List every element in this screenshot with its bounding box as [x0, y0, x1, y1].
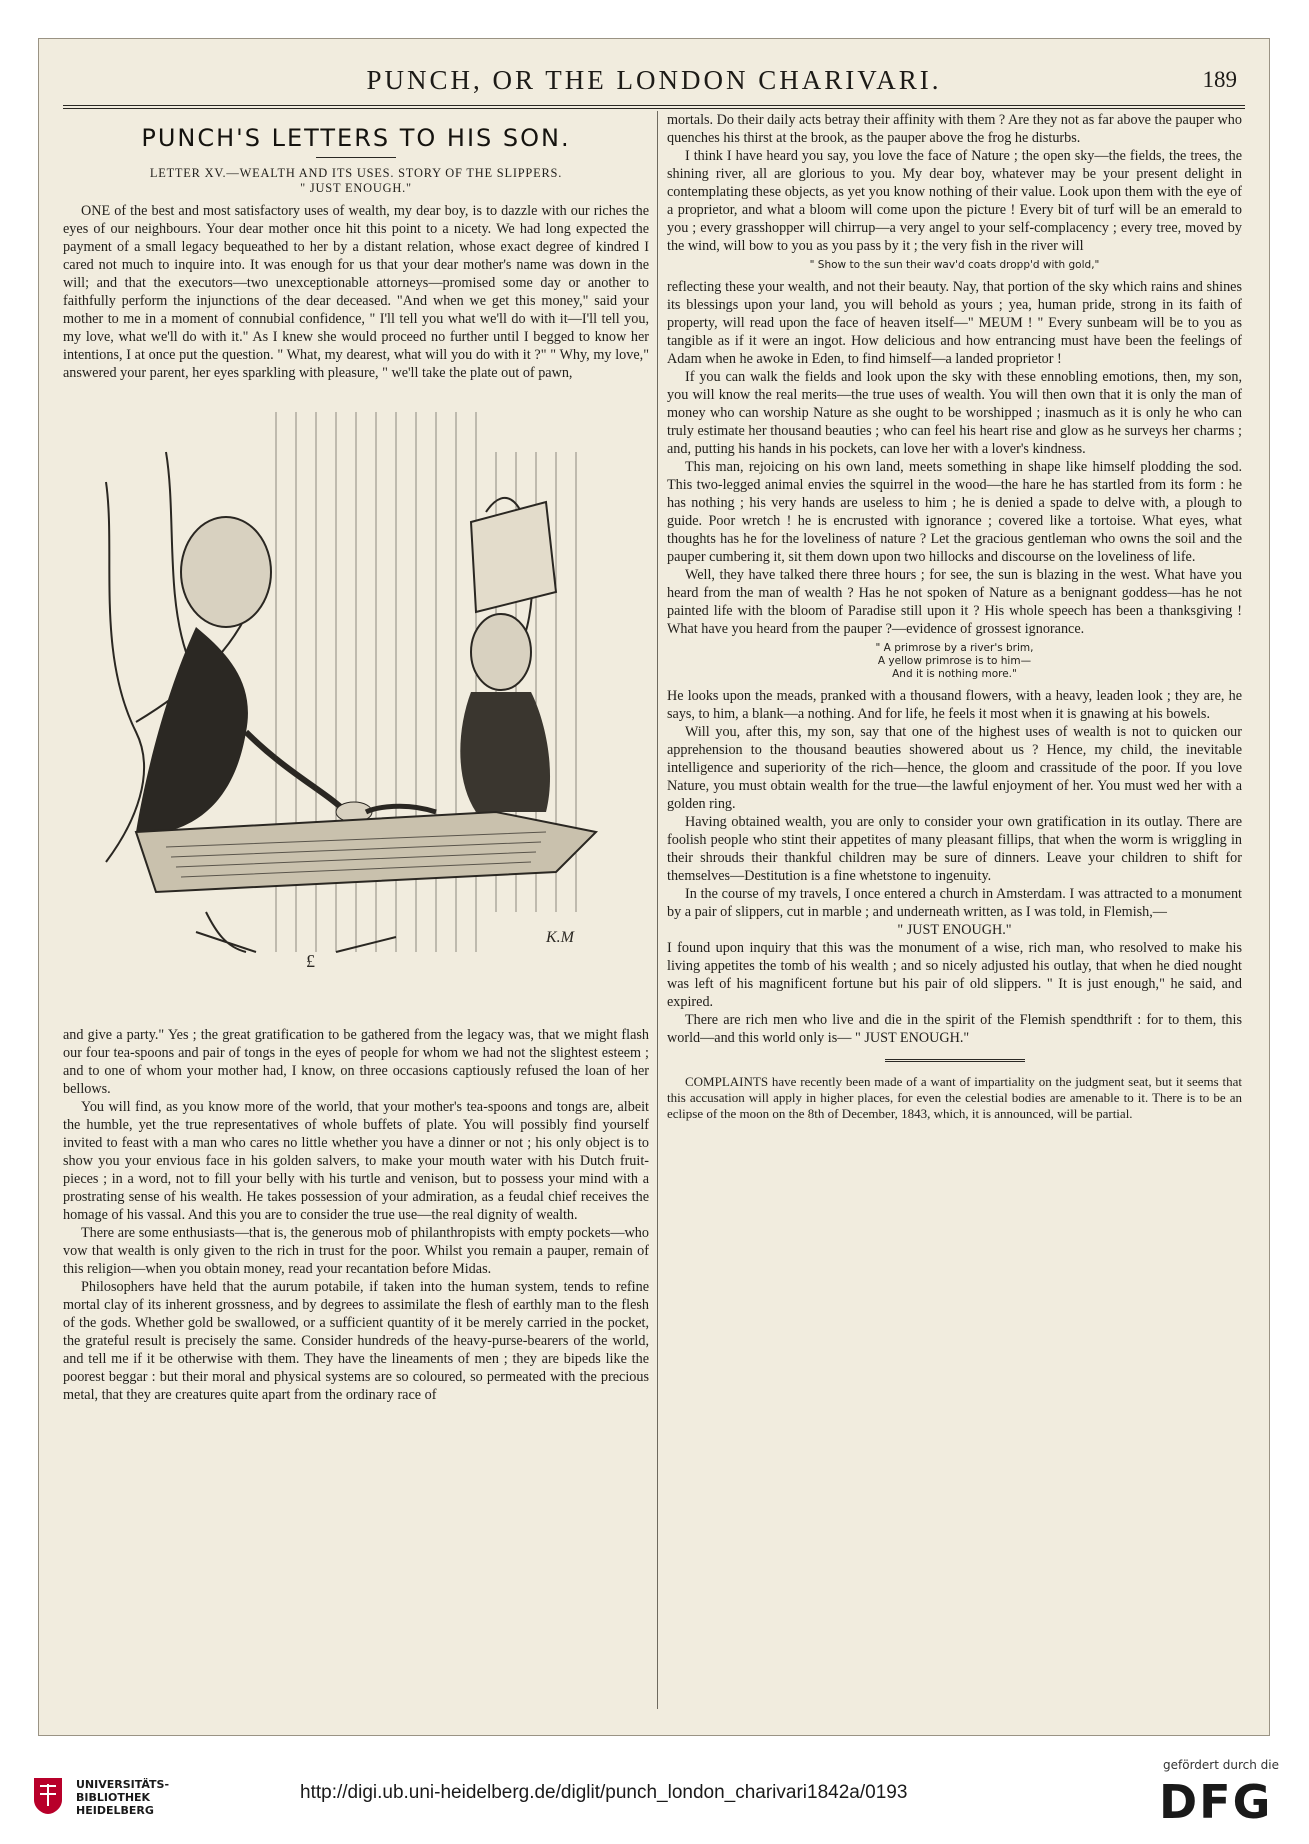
inscription: " JUST ENOUGH." — [897, 922, 1012, 938]
letter-subtitle — [63, 166, 649, 196]
paragraph: This man, rejoicing on his own land, meets something in shape like himself plodding the sod. This two-legged animal envies the squirrel in the wood—the hare he has startled from its form : he has nothing ; his very hands are useless to him ; he is denied a spade to delve with, a plough to guide. Poor wretch ! he is encrusted with ignorance ; covered like a tortoise. What eyes, what thoughts has he for the loveliness of nature ? Let the gracious gentleman who owns the soil and the pauper cumbering it, sit them down upon two hillocks and discourse on the loveliness of life. — [667, 459, 1242, 565]
paragraph: COMPLAINTS have recently been made of a want of impartiality on the judgment seat, but it seems that this accusation will apply in higher places, for even the celestial bodies are amenable to it. There is to be an eclipse of the moon on the 8th of December, 1843, which, it is announced, will be partial. — [667, 1074, 1242, 1121]
paragraph: Philosophers have held that the aurum potabile, if taken into the human system, tends to refine mortal clay of its inherent grossness, and by degrees to assimilate the flesh of earthly man to the flesh of the gods. Whether gold be swallowed, or a sufficient quantity of it be merely carried in the pocket, the grateful result is precisely the same. Consider hundreds of the heavy-purse-bearers of the world, and tell me if it be otherwise with them. They have the lineaments of men ; they are bipeds like the poorest beggar : but their moral and physical systems are so coloured, so permeated with the precious metal, that they are creatures quite apart from the ordinary race of — [63, 1279, 649, 1403]
institution-name: UNIVERSITÄTS- BIBLIOTHEK HEIDELBERG — [76, 1778, 170, 1817]
source-link[interactable]: http://digi.ub.uni-heidelberg.de/diglit/punch_london_charivari1842a/0193 — [300, 1782, 908, 1803]
header-rule-2 — [63, 108, 1245, 109]
verse-line: " A primrose by a river's brim, — [875, 642, 1034, 654]
paragraph: In the course of my travels, I once entered a church in Amsterdam. I was attracted to a monument by a pair of slippers, cut in marble ; and underneath written, as I was told, in Flemish,— — [667, 886, 1242, 920]
university-logo — [30, 1772, 180, 1824]
letter-subtitle-line-1: LETTER XV.—WEALTH AND ITS USES. STORY OF THE SLIPPERS. — [149, 166, 563, 180]
column-divider — [657, 111, 658, 1709]
paragraph: ONE of the best and most satisfactory uses of wealth, my dear boy, is to dazzle with our riches the eyes of our neighbours. Your dear mother once hit this point to a nicety. We had long expected the payment of a small legacy bequeathed to her by a distant relation, whose exact degree of kindred I cared not much to inquire into. It was enough for us that your dear mother's name was down in the will; and that the executors—two unexceptionable attorneys—promised some day or another to faithfully perform the injunctions of the dear deceased. "And when we get this money," said your mother to me in a moment of connubial confidence, " I'll tell you what we'll do with it—I'll tell you, my love, what we'll do with it." As I knew she would proceed no further until I begged to know her intentions, I at once put the question. " What, my dearest, what will you do with it ?" " Why, my love," answered your parent, her eyes sparkling with pleasure, " we'll take the plate out of pawn, — [63, 203, 649, 381]
verse-quote: " Show to the sun their wav'd coats dropp'd with gold," — [809, 259, 1100, 271]
left-column — [63, 111, 649, 1404]
paragraph: I found upon inquiry that this was the monument of a wise, rich man, who resolved to make his living appetites the tomb of his wealth ; and so nicely adjusted his outlay, that when he died nought was left of his magnificent fortune but his pair of old slippers. " It is just enough," he said, and expired. — [667, 940, 1242, 1010]
periodical-title: PUNCH, OR THE LONDON CHARIVARI. — [366, 65, 942, 95]
paragraph: Having obtained wealth, you are only to consider your own gratification in its outlay. There are foolish people who stint their appetites of many pleasant fillips, that when the worm is wriggling in their shrouds their thankful children may be sure of dinners. Leave your children to shift for themselves—Destitution is a fine whetstone to ingenuity. — [667, 814, 1242, 884]
engraving-illustration — [76, 392, 636, 1012]
verse-line: And it is nothing more." — [892, 668, 1017, 680]
dfg-logo-text: DFG — [1159, 1775, 1273, 1824]
pound-sign-mark: £ — [306, 951, 315, 971]
paragraph: You will find, as you know more of the world, that your mother's tea-spoons and tongs are, albeit the humble, yet the true representatives of whole buffets of plate. You will possibly find yourself invited to feast with a man who cares no little whether you have a dinner or not ; his only object is to show you your envious face in his golden salvers, to make your mouth water with his Dutch fruit-pieces ; in a word, not to fill your belly with his turtle and venison, but to possess your mind with a prostrating sense of his wealth. He takes possession of your admiration, as a feudal chief receives the homage of his vassal. And this you are to consider the true use—the real dignity of wealth. — [63, 1099, 649, 1223]
paragraph: There are rich men who live and die in the spirit of the Flemish spendthrift : for to them, this world—and this world only is— " JUST ENOUGH." — [667, 1012, 1242, 1046]
newspaper-page — [38, 38, 1270, 1736]
right-column — [667, 111, 1242, 1122]
paragraph: If you can walk the fields and look upon the sky with these ennobling emotions, then, my son, you will know the real merits—the true uses of wealth. You will then own that it is only the man of money who can worship Nature as she ought to be worshipped ; inasmuch as it is only he who can truly estimate her thousand beauties ; who can feel his heart rise and glow as he surveys her charms ; and, putting his hands in his pockets, can love her with a lover's kindness. — [667, 369, 1242, 457]
paragraph: mortals. Do their daily acts betray their affinity with them ? Are they not as far above the pauper who quenches his thirst at the brook, as the pauper above the frog he disturbs. — [667, 112, 1242, 146]
page-header — [39, 61, 1269, 101]
verse-line: A yellow primrose is to him— — [877, 655, 1032, 667]
header-rule — [63, 105, 1245, 106]
paragraph: He looks upon the meads, pranked with a thousand flowers, with a heavy, leaden look ; they are, he says, to him, a blank—a nothing. And for life, he feels it most when it is gnawing at his bowels. — [667, 688, 1242, 722]
paragraph: There are some enthusiasts—that is, the generous mob of philanthropists with empty pockets—who vow that wealth is only given to the rich in trust for the poor. Whilst you remain a pauper, remain of this religion—when you obtain money, read your recantation before Midas. — [63, 1225, 649, 1277]
page-number: 189 — [1202, 67, 1237, 92]
paragraph: Well, they have talked there three hours ; for see, the sun is blazing in the west. What have you heard from the man of wealth ? Has he not spoken of Nature as a benignant goddess—has he not painted life with the bloom of Paradise still upon it ? His whole speech has been a thanksgiving ! What have you heard from the pauper ?—evidence of grossest ignorance. — [667, 567, 1242, 637]
letter-subtitle-line-2: " JUST ENOUGH." — [300, 181, 412, 195]
verse-quote-block — [667, 642, 1242, 681]
university-seal-icon — [30, 1776, 66, 1816]
paragraph: reflecting these your wealth, and not their beauty. Nay, that portion of the sky which rains and shines its blessings upon your land, you will behold as yours ; yea, human pride, strong in its faith of property, will read upon the face of heaven itself—" MEUM ! " Every sunbeam will be to you as tangible as if it were an ingot. How delicious and how entrancing must have been the feelings of Adam when he awoke in Eden, to find himself—a landed proprietor ! — [667, 279, 1242, 367]
title-rule — [316, 157, 396, 158]
paragraph: Will you, after this, my son, say that one of the highest uses of wealth is not to quicken our apprehension to the thousand beauties showered about us ? Hence, my child, the inevitable intelligence and superiority of the rich—hence, the gloom and crassitude of the poor. If you love Nature, you must obtain wealth for the true—the lawful enjoyment of her. You must wed her with a golden ring. — [667, 724, 1242, 812]
dfg-logo-icon — [1159, 1774, 1279, 1824]
sponsor-label: gefördert durch die — [1163, 1758, 1279, 1772]
sponsor-logo — [1099, 1758, 1279, 1824]
paragraph: I think I have heard you say, you love the face of Nature ; the open sky—the fields, the trees, the shining river, all are glorious to you. My dear boy, whatever may be your present delight in contemplating these objects, as yet you know nothing of their value. Look upon them with the eye of a proprietor, and what a bloom will come upon the picture ! Every bit of turf will be an emerald to you ; every grasshopper will chirrup—a very angel to your self-complacency ; every tree, moved by the wind, will bow to you as you pass by it ; the very fish in the river will — [667, 148, 1242, 254]
illustrator-signature: K.M — [546, 929, 574, 946]
article-title: PUNCH'S LETTERS TO HIS SON. — [141, 124, 571, 152]
section-divider — [885, 1059, 1025, 1062]
paragraph: and give a party." Yes ; the great gratification to be gathered from the legacy was, that we might flash our four tea-spoons and pair of tongs in the eyes of people for whom we had not the slightest esteem ; and to one of whom your mother had, I know, on three occasions captiously refused the loan of her bellows. — [63, 1027, 649, 1097]
footer-bar — [0, 1752, 1309, 1844]
